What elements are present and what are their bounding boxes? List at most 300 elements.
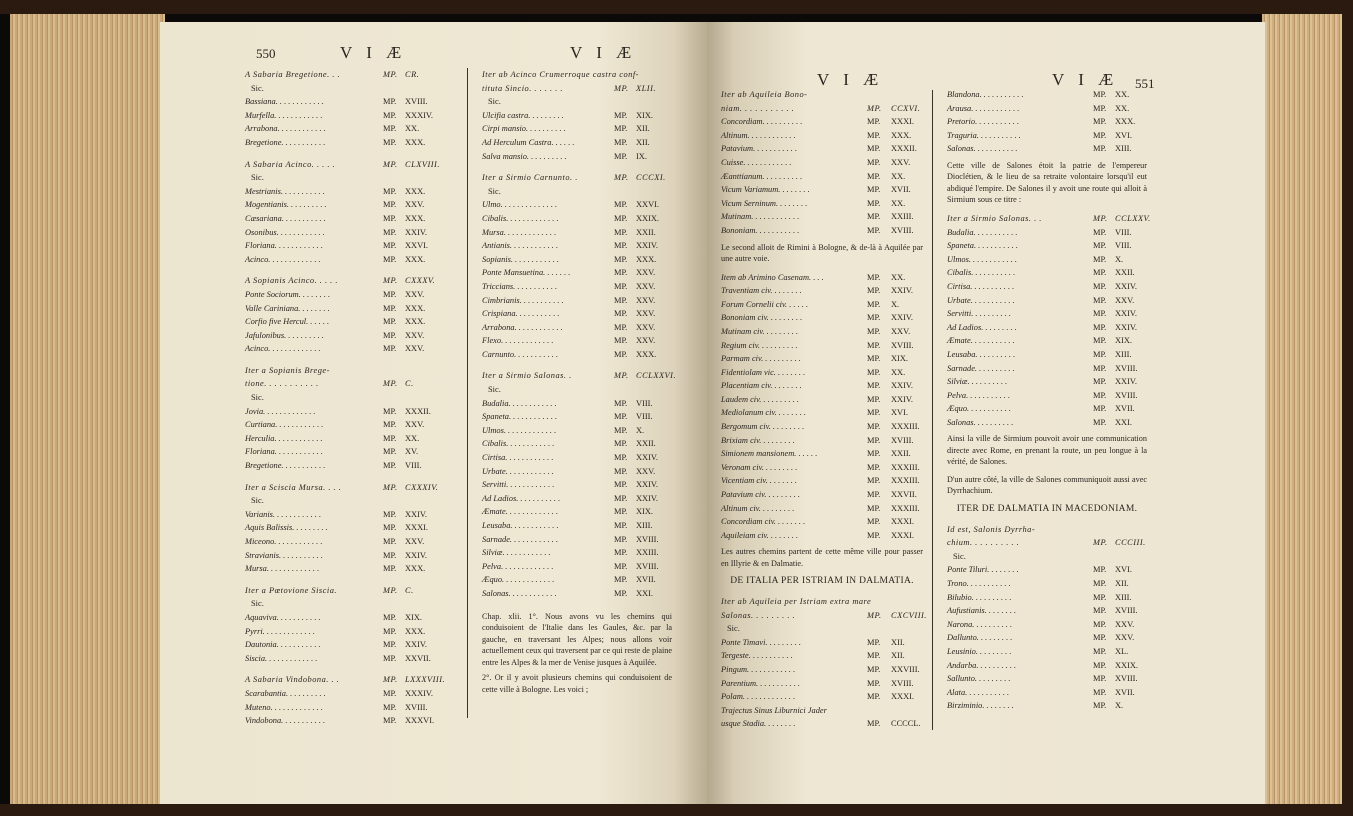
distance-value: X. xyxy=(891,299,900,309)
distance-value: XX. xyxy=(1115,90,1130,99)
station-name: Spaneta. . . . . . . . . . . xyxy=(947,241,1018,251)
running-head: V I Æ xyxy=(817,70,884,89)
miles-abbrev: MP. xyxy=(867,340,881,350)
miles-abbrev: MP. xyxy=(614,281,628,291)
route-heading xyxy=(245,584,455,598)
station-name: Antianis. . . . . . . . . . . . xyxy=(482,241,559,251)
station-row xyxy=(482,533,672,547)
station-row xyxy=(721,704,923,718)
miles-abbrev: MP. xyxy=(867,225,881,235)
miles-abbrev: MP. xyxy=(383,344,397,354)
station-name: Traguria. . . . . . . . . . . xyxy=(947,130,1021,140)
station-name: Bononiam. . . . . . . . . . . xyxy=(721,225,800,235)
distance-value: XXX. xyxy=(405,254,426,264)
distance-value: XXX. xyxy=(636,349,657,359)
station-row xyxy=(721,298,923,312)
distance-value: XIX. xyxy=(636,110,653,120)
miles-abbrev: MP. xyxy=(614,439,628,449)
miles-abbrev: MP. xyxy=(383,675,398,685)
miles-abbrev: MP. xyxy=(1093,117,1107,127)
station-name: Leusaba. . . . . . . . . . xyxy=(947,349,1016,359)
station-name: Trajectus Sinus Liburnici Jader xyxy=(721,705,827,715)
station-row xyxy=(245,652,455,666)
itinerary-column xyxy=(245,68,455,728)
distance-value: XXII. xyxy=(636,439,656,449)
distance-value: XXIV. xyxy=(405,227,427,237)
sic-label: Sic. xyxy=(488,385,501,395)
station-name: Pyrri. . . . . . . . . . . . . xyxy=(245,626,316,636)
station-row xyxy=(482,212,672,226)
route-title: Iter a Sirmio Carnunto. . xyxy=(482,173,578,183)
miles-abbrev: MP. xyxy=(1093,130,1107,140)
miles-abbrev: MP. xyxy=(1093,241,1107,251)
miles-abbrev: MP. xyxy=(867,171,881,181)
station-name: Ulcifia castra. . . . . . . . . xyxy=(482,110,564,120)
miles-abbrev: MP. xyxy=(383,317,397,327)
station-row xyxy=(721,325,923,339)
distance-value: XXIII. xyxy=(891,212,914,222)
station-row xyxy=(245,122,455,136)
miles-abbrev: MP. xyxy=(383,702,397,712)
station-name: Leusaba. . . . . . . . . . . . xyxy=(482,521,559,530)
station-row xyxy=(721,649,923,663)
distance-value: XXIV. xyxy=(405,550,427,560)
station-row xyxy=(482,122,672,136)
station-row xyxy=(482,280,672,294)
route-heading xyxy=(721,88,923,102)
distance-value: XXXIV. xyxy=(405,688,433,698)
station-name: Salva mansio. . . . . . . . . . xyxy=(482,151,567,161)
miles-abbrev: MP. xyxy=(614,412,628,422)
station-name: Andarba. . . . . . . . . . xyxy=(947,660,1017,670)
sic-label: Sic. xyxy=(251,393,264,403)
station-row xyxy=(721,156,923,170)
station-name: Forum Cornelii civ. . . . . . xyxy=(721,299,809,309)
distance-value: VIII. xyxy=(405,461,422,471)
commentary-paragraph: Les autres chemins partent de cette même ville pour passer en Illyrie & en Dalmatie. xyxy=(721,547,923,568)
route-heading xyxy=(245,68,455,82)
miles-abbrev: MP. xyxy=(383,124,397,134)
route-title: tituta Sincio. . . . . . . xyxy=(482,83,563,93)
station-row xyxy=(947,129,1147,143)
book-cover-top xyxy=(0,0,1353,14)
station-name: Cirtisa. . . . . . . . . . . xyxy=(947,281,1015,291)
distance-value: XXV. xyxy=(405,344,425,354)
station-row xyxy=(245,508,455,522)
miles-abbrev: MP. xyxy=(1093,103,1107,113)
book-cover-right xyxy=(1342,0,1353,816)
distance-value: XXV. xyxy=(636,336,656,346)
distance-value: XXI. xyxy=(636,588,653,598)
miles-abbrev: MP. xyxy=(1093,606,1107,616)
station-row xyxy=(947,280,1147,294)
station-name: Bregetione. . . . . . . . . . . xyxy=(245,137,326,147)
miles-abbrev: MP. xyxy=(867,117,881,127)
distance-value: XXIV. xyxy=(405,640,427,650)
station-row xyxy=(947,672,1147,686)
commentary-paragraph: Chap. xlii. 1°. Nous avons vu les chemins qui conduisoient de l'Italie dans les Gaules, &c. par la gauche, en traversant les Alpes; nous allons voir actuellement ceux qui traversent par ce qui reste de plaine entre les Alpes & la mer de Venise jusques à Aquilée. xyxy=(482,611,672,667)
miles-abbrev: MP. xyxy=(614,371,629,381)
distance-value: XXV. xyxy=(405,200,425,210)
distance-value: XV. xyxy=(405,447,419,457)
route-heading xyxy=(245,673,455,687)
station-name: Miceono. . . . . . . . . . . . xyxy=(245,537,323,546)
spacer xyxy=(245,150,455,158)
distance-value: XVIII. xyxy=(405,97,428,107)
miles-abbrev: MP. xyxy=(867,299,881,309)
route-heading xyxy=(721,102,923,116)
miles-abbrev: MP. xyxy=(1093,565,1107,575)
miles-abbrev: MP. xyxy=(867,103,882,113)
miles-abbrev: MP. xyxy=(614,268,628,278)
station-row xyxy=(245,638,455,652)
station-name: Tergeste. . . . . . . . . . . xyxy=(721,651,793,661)
distance-value: XX. xyxy=(1115,103,1130,113)
station-row xyxy=(245,535,455,549)
station-row xyxy=(482,109,672,123)
station-row xyxy=(947,266,1147,280)
distance-value: XX. xyxy=(891,171,906,181)
station-row xyxy=(482,253,672,267)
station-name: Regium civ. . . . . . . . . . xyxy=(721,340,798,350)
distance-value: XXV. xyxy=(405,330,425,340)
distance-value: XXX. xyxy=(405,303,426,313)
miles-abbrev: MP. xyxy=(383,653,397,663)
station-row xyxy=(947,307,1147,321)
distance-value: XVI. xyxy=(891,408,908,418)
station-name: Concordiam. . . . . . . . . . xyxy=(721,117,803,127)
station-name: Crispiana. . . . . . . . . . . xyxy=(482,309,560,319)
distance-value: XXVII. xyxy=(891,490,917,500)
route-heading xyxy=(947,523,1147,537)
station-row xyxy=(245,315,455,329)
station-name: Parmam civ. . . . . . . . . . xyxy=(721,354,801,364)
distance-value: XVIII. xyxy=(891,340,914,350)
distance-value: XXI. xyxy=(1115,417,1132,427)
station-row xyxy=(482,198,672,212)
station-name: Curtiana. . . . . . . . . . . . xyxy=(245,420,324,430)
miles-abbrev: MP. xyxy=(867,198,881,208)
station-row xyxy=(245,302,455,316)
spacer xyxy=(245,356,455,364)
distance-value: XIII. xyxy=(1115,144,1132,154)
station-name: Trono. . . . . . . . . . . xyxy=(947,578,1011,588)
distance-value: CCCXI. xyxy=(636,173,666,183)
station-name: Æanttianum. . . . . . . . . . xyxy=(721,171,803,181)
station-name: Ponte Sociorum. . . . . . . . xyxy=(245,289,331,299)
distance-value: XXIV. xyxy=(636,453,658,463)
station-row xyxy=(947,142,1147,156)
distance-value: XXV. xyxy=(405,289,425,299)
station-row xyxy=(245,136,455,150)
distance-value: XXXIV. xyxy=(405,110,433,120)
station-name: Cibalis. . . . . . . . . . . . . xyxy=(482,213,559,223)
station-row xyxy=(245,239,455,253)
miles-abbrev: MP. xyxy=(614,83,629,93)
station-name: Herculia. . . . . . . . . . . . xyxy=(245,433,323,443)
route-heading xyxy=(245,481,455,495)
station-row xyxy=(245,226,455,240)
station-row xyxy=(482,465,672,479)
station-row xyxy=(947,389,1147,403)
page-number: 551 xyxy=(1135,76,1155,91)
distance-value: XXV. xyxy=(636,309,656,319)
station-row xyxy=(482,266,672,280)
running-head: V I Æ xyxy=(340,43,407,62)
distance-value: XXV. xyxy=(1115,619,1135,629)
miles-abbrev: MP. xyxy=(867,517,881,527)
miles-abbrev: MP. xyxy=(383,509,397,519)
miles-abbrev: MP. xyxy=(867,435,881,445)
station-name: Corfio five Hercul. . . . . . xyxy=(245,317,330,327)
miles-abbrev: MP. xyxy=(867,678,881,688)
distance-value: XXIV. xyxy=(891,381,913,391)
station-name: Æquo. . . . . . . . . . . . . xyxy=(482,575,555,585)
station-row xyxy=(947,334,1147,348)
section-heading: DE ITALIA PER ISTRIAM IN DALMATIA. xyxy=(730,576,914,587)
station-name: Birziminio. . . . . . . . xyxy=(947,701,1014,711)
station-row xyxy=(721,515,923,529)
miles-abbrev: MP. xyxy=(614,425,628,435)
station-row xyxy=(947,88,1147,102)
distance-value: XXX. xyxy=(891,130,912,140)
miles-abbrev: MP. xyxy=(1093,660,1107,670)
sic-label: Sic. xyxy=(251,496,264,506)
station-row xyxy=(245,521,455,535)
route-heading xyxy=(947,212,1151,226)
distance-value: C. xyxy=(405,379,414,389)
distance-value: XIII. xyxy=(636,521,653,530)
miles-abbrev: MP. xyxy=(867,422,881,432)
station-row xyxy=(721,311,923,325)
station-row xyxy=(947,115,1147,129)
miles-abbrev: MP. xyxy=(383,97,397,107)
station-name: Vicentiam civ. . . . . . . . xyxy=(721,476,797,486)
miles-abbrev: MP. xyxy=(614,575,628,585)
station-name: Item ab Arimino Casenam. . . . xyxy=(721,272,824,282)
spacer xyxy=(245,665,455,673)
distance-value: XII. xyxy=(636,137,650,147)
miles-abbrev: MP. xyxy=(614,548,628,558)
station-name: Silviæ. . . . . . . . . . xyxy=(947,377,1008,387)
distance-value: XLII. xyxy=(636,83,656,93)
route-title: A Sabaria Vindobona. . . xyxy=(245,675,340,685)
route-heading xyxy=(482,369,677,383)
sic-label: Sic. xyxy=(488,97,501,107)
station-row xyxy=(947,577,1147,591)
distance-value: XVIII. xyxy=(636,534,659,544)
miles-abbrev: MP. xyxy=(867,462,881,472)
station-row xyxy=(947,239,1147,253)
miles-abbrev: MP. xyxy=(867,490,881,500)
distance-value: XXV. xyxy=(405,537,425,546)
route-title: chium. . . . . . . . . . xyxy=(947,538,1020,548)
station-name: Ad Ladios. . . . . . . . . . . xyxy=(482,493,561,503)
station-row xyxy=(245,562,455,576)
route-title: Iter a Pœtovione Siscia. xyxy=(245,585,338,595)
distance-value: XL. xyxy=(1115,646,1129,656)
miles-abbrev: MP. xyxy=(383,110,397,120)
station-name: Vindobona. . . . . . . . . . . xyxy=(245,716,326,726)
distance-value: IX. xyxy=(636,151,647,161)
station-name: Ulmos. . . . . . . . . . . . . xyxy=(482,425,557,435)
miles-abbrev: MP. xyxy=(383,213,397,223)
distance-value: XXXIII. xyxy=(891,422,920,432)
miles-abbrev: MP. xyxy=(614,124,628,134)
miles-abbrev: MP. xyxy=(383,461,397,471)
distance-value: VIII. xyxy=(1115,227,1132,237)
station-name: Salonas. . . . . . . . . . xyxy=(947,417,1014,427)
station-name: Aquileiam civ. . . . . . . . xyxy=(721,530,799,540)
station-row xyxy=(721,352,923,366)
station-name: Placentiam civ. . . . . . . . xyxy=(721,381,802,391)
miles-abbrev: MP. xyxy=(867,381,881,391)
distance-value: LXXXVIII. xyxy=(405,675,446,685)
station-name: Mutinam civ. . . . . . . . . xyxy=(721,326,799,336)
miles-abbrev: MP. xyxy=(867,313,881,323)
miles-abbrev: MP. xyxy=(383,523,397,533)
station-name: Arausa. . . . . . . . . . . . xyxy=(947,103,1020,113)
station-name: Veronam civ. . . . . . . . . xyxy=(721,462,798,472)
spacer xyxy=(245,266,455,274)
station-row xyxy=(721,717,923,731)
station-name: Dautonia. . . . . . . . . . . xyxy=(245,640,321,650)
left-page-edges xyxy=(10,14,165,804)
station-name: Silviæ. . . . . . . . . . . . xyxy=(482,548,551,558)
distance-value: VIII. xyxy=(636,398,653,408)
distance-value: XXII. xyxy=(636,227,656,237)
distance-value: XXIII. xyxy=(636,548,659,558)
miles-abbrev: MP. xyxy=(614,151,628,161)
station-name: Arrabona. . . . . . . . . . . . xyxy=(245,124,326,134)
station-row xyxy=(245,212,455,226)
station-row xyxy=(721,474,923,488)
station-name: Cirpi mansio. . . . . . . . . . xyxy=(482,124,566,134)
station-name: Cimbrianis. . . . . . . . . . . xyxy=(482,295,564,305)
distance-value: X. xyxy=(636,425,645,435)
station-name: Altinum. . . . . . . . . . . . xyxy=(721,130,796,140)
station-name: Pingum. . . . . . . . . . . . xyxy=(721,664,796,674)
miles-abbrev: MP. xyxy=(614,336,628,346)
station-row xyxy=(947,102,1147,116)
station-name: Leusinio. . . . . . . . . xyxy=(947,646,1012,656)
station-name: Fidentiolam vic. . . . . . . . xyxy=(721,367,806,377)
miles-abbrev: MP. xyxy=(867,719,881,729)
distance-value: XXV. xyxy=(405,420,425,430)
miles-abbrev: MP. xyxy=(1093,309,1107,319)
station-name: Blandona. . . . . . . . . . . xyxy=(947,90,1024,99)
miles-abbrev: MP. xyxy=(614,173,629,183)
distance-value: XXIV. xyxy=(636,493,658,503)
miles-abbrev: MP. xyxy=(867,692,881,702)
station-name: Mursa. . . . . . . . . . . . . xyxy=(482,227,557,237)
station-name: Bergomum civ. . . . . . . . . xyxy=(721,422,805,432)
running-head: V I Æ xyxy=(570,43,637,62)
station-name: Æquo. . . . . . . . . . . xyxy=(947,404,1011,414)
station-row xyxy=(947,402,1147,416)
miles-abbrev: MP. xyxy=(614,227,628,237)
distance-value: VIII. xyxy=(636,412,653,422)
station-row xyxy=(482,560,672,574)
station-name: Pelva. . . . . . . . . . . . . xyxy=(482,561,554,571)
station-name: Valle Cariniana. . . . . . . . xyxy=(245,303,330,313)
station-row xyxy=(721,502,923,516)
distance-value: XXV. xyxy=(891,326,911,336)
station-row xyxy=(721,434,923,448)
station-name: Varianis. . . . . . . . . . . . xyxy=(245,509,322,519)
miles-abbrev: MP. xyxy=(614,534,628,544)
station-name: Sopianis. . . . . . . . . . . . xyxy=(482,254,560,264)
station-row xyxy=(721,183,923,197)
station-name: Urbate. . . . . . . . . . . xyxy=(947,295,1015,305)
miles-abbrev: MP. xyxy=(383,303,397,313)
station-row xyxy=(947,659,1147,673)
distance-value: CXCVIII. xyxy=(891,610,927,620)
distance-value: XXXI. xyxy=(891,517,915,527)
route-title: A Sabaria Bregetione. . . xyxy=(245,70,341,79)
distance-value: XII. xyxy=(891,651,905,661)
station-name: Bassiana. . . . . . . . . . . . xyxy=(245,97,324,107)
miles-abbrev: MP. xyxy=(383,433,397,443)
miles-abbrev: MP. xyxy=(1093,322,1107,332)
station-row xyxy=(245,714,455,728)
miles-abbrev: MP. xyxy=(1093,592,1107,602)
distance-value: XXXI. xyxy=(891,692,915,702)
distance-value: XXIX. xyxy=(636,213,660,223)
station-row xyxy=(721,488,923,502)
route-heading xyxy=(245,364,455,378)
miles-abbrev: MP. xyxy=(1093,254,1107,264)
miles-abbrev: MP. xyxy=(1093,417,1107,427)
station-row xyxy=(482,307,672,321)
distance-value: XXXI. xyxy=(891,530,915,540)
station-row xyxy=(721,170,923,184)
miles-abbrev: MP. xyxy=(614,480,628,490)
distance-value: XIX. xyxy=(891,354,908,364)
distance-value: XXIV. xyxy=(1115,322,1137,332)
miles-abbrev: MP. xyxy=(1093,390,1107,400)
miles-abbrev: MP. xyxy=(383,137,397,147)
station-name: Dallunto. . . . . . . . . xyxy=(947,633,1013,643)
distance-value: XVIII. xyxy=(1115,363,1138,373)
station-row xyxy=(721,636,923,650)
distance-value: XXVI. xyxy=(636,200,660,210)
distance-value: XXX. xyxy=(405,626,426,636)
miles-abbrev: MP. xyxy=(867,664,881,674)
miles-abbrev: MP. xyxy=(383,254,397,264)
distance-value: XXV. xyxy=(1115,633,1135,643)
station-name: Jovia. . . . . . . . . . . . . xyxy=(245,406,316,416)
right-page-edges xyxy=(1262,14,1342,804)
station-name: Ponte Mansuetina. . . . . . . xyxy=(482,268,571,278)
miles-abbrev: MP. xyxy=(614,521,628,530)
distance-value: XIX. xyxy=(636,507,653,517)
distance-value: XXXVI. xyxy=(405,716,435,726)
miles-abbrev: MP. xyxy=(614,493,628,503)
station-name: Sallunto. . . . . . . . . xyxy=(947,674,1011,684)
station-name: Laudem civ. . . . . . . . . . xyxy=(721,394,799,404)
distance-value: X. xyxy=(1115,701,1124,711)
miles-abbrev: MP. xyxy=(383,159,398,169)
distance-value: XVII. xyxy=(1115,687,1135,697)
commentary-paragraph: D'un autre côté, la ville de Salones communiquoit aussi avec Dyrrhachium. xyxy=(947,474,1147,496)
miles-abbrev: MP. xyxy=(867,394,881,404)
distance-value: XXV. xyxy=(636,466,656,476)
miles-abbrev: MP. xyxy=(383,564,397,574)
station-row xyxy=(721,115,923,129)
station-row xyxy=(482,437,672,451)
route-title: Iter ab Acinco Crumerroque castra conf- xyxy=(482,70,639,79)
